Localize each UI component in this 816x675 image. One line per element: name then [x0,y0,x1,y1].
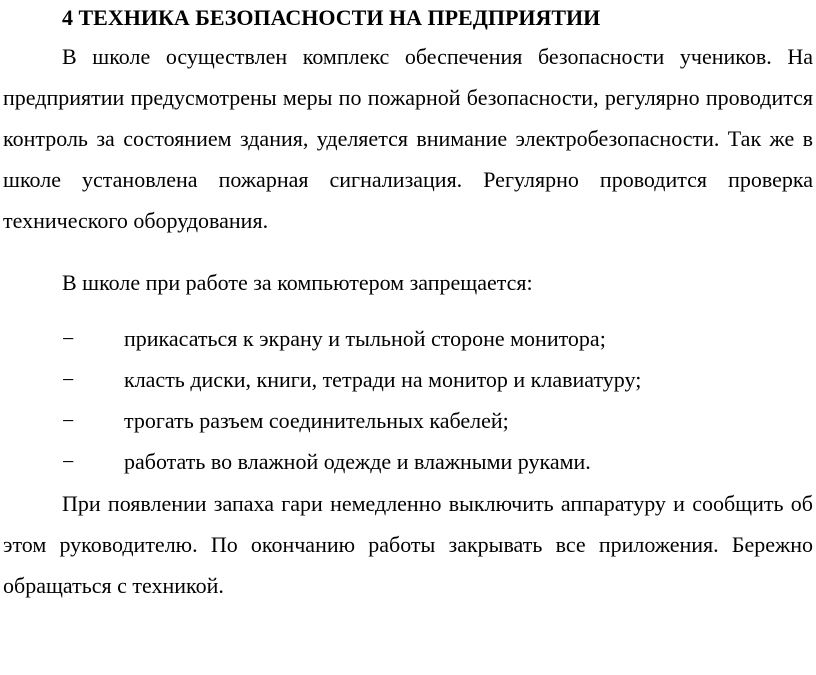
list-item-text: работать во влажной одежде и влажными руками. [124,449,591,474]
list-item [0,441,816,482]
list-dash-marker: − [62,449,75,474]
paragraph-safety-measures: В школе осуществлен комплекс обеспечения безопасности учеников. На предприятии предусмотрены меры по пожарной безопасности, регулярно проводится контроль за состоянием здания, уделяется внимание электробезопасности. Так же в школе установлена пожарная сигнализация. Регулярно проводится проверка технического оборудования. [3,44,813,233]
paragraph-computer-prohibitions-intro: В школе при работе за компьютером запрещается: [62,270,533,295]
paragraph-burning-smell-instructions: При появлении запаха гари немедленно выключить аппаратуру и сообщить об этом руководителю. По окончанию работы закрывать все приложения. Бережно обращаться с техникой. [3,491,813,598]
list-dash-marker: − [62,367,75,392]
list-item-text: трогать разъем соединительных кабелей; [124,408,509,433]
prohibitions-list [0,318,816,482]
list-item-text: класть диски, книги, тетради на монитор и клавиатуру; [124,367,642,392]
list-dash-marker: − [62,408,75,433]
list-item [0,359,816,400]
list-item [0,318,816,359]
list-item [0,400,816,441]
section-heading: 4 ТЕХНИКА БЕЗОПАСНОСТИ НА ПРЕДПРИЯТИИ [62,5,601,30]
list-item-text: прикасаться к экрану и тыльной стороне монитора; [124,326,606,351]
list-dash-marker: − [62,326,75,351]
